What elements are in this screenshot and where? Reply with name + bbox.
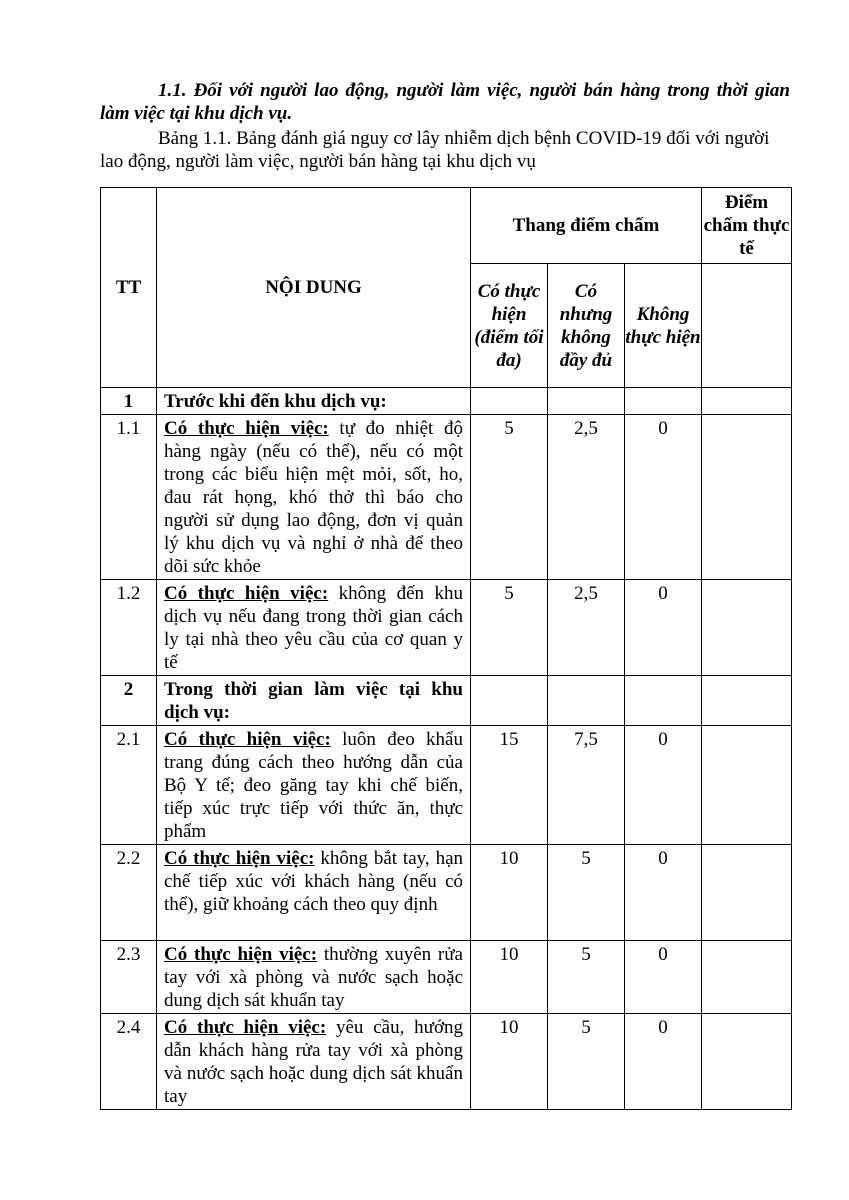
empty-cell bbox=[702, 388, 792, 415]
table-caption: Bảng 1.1. Bảng đánh giá nguy cơ lây nhiễm dịch bệnh COVID-19 đối với người lao động, người làm việc, người bán hàng tại khu dịch vụ bbox=[100, 128, 770, 172]
section-heading: 1.1. Đối với người lao động, người làm việc, người bán hàng trong thời gian làm việc tại khu dịch vụ. bbox=[100, 80, 790, 124]
score-none: 0 bbox=[625, 941, 702, 1014]
score-none: 0 bbox=[625, 580, 702, 676]
row-content bbox=[157, 726, 471, 845]
score-none: 0 bbox=[625, 415, 702, 580]
empty-cell bbox=[548, 388, 625, 415]
empty-cell bbox=[548, 676, 625, 726]
table-row bbox=[101, 580, 792, 676]
score-full: 10 bbox=[471, 1014, 548, 1110]
table-row bbox=[101, 415, 792, 580]
row-text: thường xuyên rửa tay với xà phòng và nước sạch hoặc dung dịch sát khuẩn tay bbox=[164, 944, 463, 1011]
row-number: 1.2 bbox=[101, 580, 157, 676]
section-number: 1 bbox=[101, 388, 157, 415]
score-actual bbox=[702, 415, 792, 580]
header-partial: Có nhưng không đầy đủ bbox=[548, 264, 625, 388]
row-text: luôn đeo khẩu trang đúng cách theo hướng dẫn của Bộ Y tế; đeo găng tay khi chế biến, tiếp xúc trực tiếp với thức ăn, thực phẩm bbox=[164, 729, 463, 842]
score-actual bbox=[702, 580, 792, 676]
empty-cell bbox=[702, 676, 792, 726]
row-content bbox=[157, 415, 471, 580]
header-none: Không thực hiện bbox=[625, 264, 702, 388]
section-title: Trước khi đến khu dịch vụ: bbox=[157, 388, 471, 415]
risk-assessment-table bbox=[100, 187, 792, 1110]
row-number: 2.4 bbox=[101, 1014, 157, 1110]
score-full: 10 bbox=[471, 941, 548, 1014]
row-number: 2.3 bbox=[101, 941, 157, 1014]
score-full: 5 bbox=[471, 580, 548, 676]
score-none: 0 bbox=[625, 845, 702, 941]
header-scale: Thang điểm chấm bbox=[471, 188, 702, 264]
header-full: Có thực hiện (điểm tối đa) bbox=[471, 264, 548, 388]
table-row bbox=[101, 1014, 792, 1110]
row-number: 1.1 bbox=[101, 415, 157, 580]
row-lead: Có thực hiện việc: bbox=[164, 418, 329, 439]
row-text: không bắt tay, hạn chế tiếp xúc với khách hàng (nếu có thể), giữ khoảng cách theo quy định bbox=[164, 848, 463, 915]
section-title: Trong thời gian làm việc tại khu dịch vụ: bbox=[157, 676, 471, 726]
row-number: 2.2 bbox=[101, 845, 157, 941]
empty-cell bbox=[471, 676, 548, 726]
row-lead: Có thực hiện việc: bbox=[164, 944, 318, 965]
header-tt: TT bbox=[101, 188, 157, 388]
row-text: yêu cầu, hướng dẫn khách hàng rửa tay với xà phòng và nước sạch hoặc dung dịch sát khuẩn tay bbox=[164, 1017, 463, 1107]
score-actual bbox=[702, 941, 792, 1014]
row-content bbox=[157, 941, 471, 1014]
score-partial: 7,5 bbox=[548, 726, 625, 845]
row-number: 2.1 bbox=[101, 726, 157, 845]
score-actual bbox=[702, 845, 792, 941]
score-actual bbox=[702, 1014, 792, 1110]
table-row bbox=[101, 941, 792, 1014]
header-content: NỘI DUNG bbox=[157, 188, 471, 388]
row-text: tự đo nhiệt độ hàng ngày (nếu có thể), nếu có một trong các biểu hiện mệt mỏi, sốt, ho, đau rát họng, khó thở thì báo cho người sử dụng lao động, đơn vị quản lý khu dịch vụ và nghỉ ở nhà để theo dõi sức khỏe bbox=[164, 418, 463, 577]
score-actual bbox=[702, 726, 792, 845]
score-partial: 2,5 bbox=[548, 415, 625, 580]
score-full: 5 bbox=[471, 415, 548, 580]
header-row-top bbox=[101, 188, 792, 264]
header-actual-empty bbox=[702, 264, 792, 388]
score-partial: 5 bbox=[548, 845, 625, 941]
row-lead: Có thực hiện việc: bbox=[164, 848, 315, 869]
table-row bbox=[101, 845, 792, 941]
score-none: 0 bbox=[625, 726, 702, 845]
header-actual: Điểm chấm thực tế bbox=[702, 188, 792, 264]
empty-cell bbox=[471, 388, 548, 415]
table-row bbox=[101, 726, 792, 845]
score-partial: 5 bbox=[548, 941, 625, 1014]
section-row bbox=[101, 676, 792, 726]
empty-cell bbox=[625, 676, 702, 726]
row-lead: Có thực hiện việc: bbox=[164, 1017, 327, 1038]
score-partial: 5 bbox=[548, 1014, 625, 1110]
score-full: 10 bbox=[471, 845, 548, 941]
row-content bbox=[157, 845, 471, 941]
empty-cell bbox=[625, 388, 702, 415]
section-row bbox=[101, 388, 792, 415]
row-content bbox=[157, 580, 471, 676]
score-partial: 2,5 bbox=[548, 580, 625, 676]
score-none: 0 bbox=[625, 1014, 702, 1110]
row-lead: Có thực hiện việc: bbox=[164, 729, 331, 750]
row-lead: Có thực hiện việc: bbox=[164, 583, 329, 604]
row-content bbox=[157, 1014, 471, 1110]
section-number: 2 bbox=[101, 676, 157, 726]
score-full: 15 bbox=[471, 726, 548, 845]
row-text: không đến khu dịch vụ nếu đang trong thời gian cách ly tại nhà theo yêu cầu của cơ quan y tế bbox=[164, 583, 463, 673]
